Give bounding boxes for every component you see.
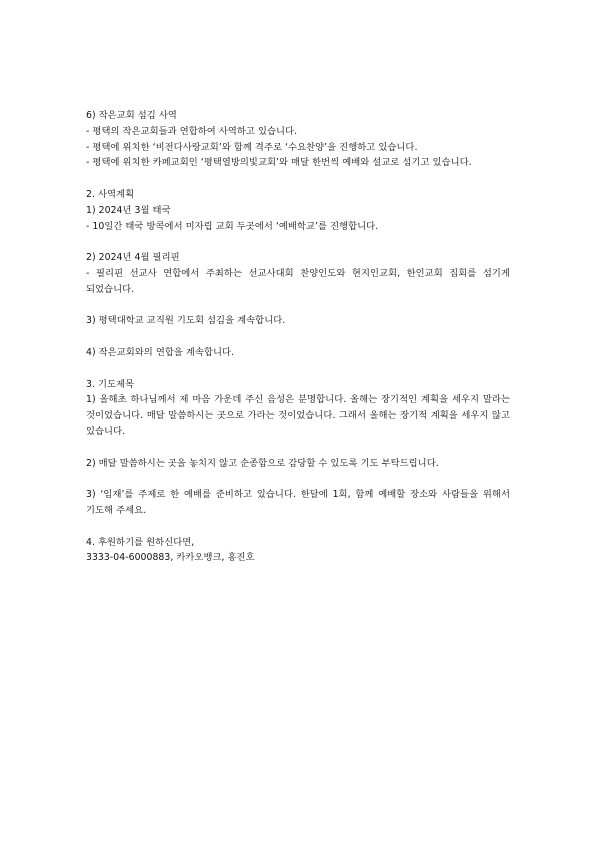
- plan-thailand-desc: - 10일간 태국 방콕에서 미자립 교회 두곳에서 ‘예배학교’를 진행합니다.: [86, 220, 379, 232]
- plan-thailand-title: 1) 2024년 3월 태국: [86, 204, 171, 216]
- small-church-item-1: - 평택의 작은교회들과 연합하여 사역하고 있습니다.: [86, 125, 298, 137]
- plan-item-3: 3) 평택대학교 교직원 기도회 섬김을 계속합니다.: [86, 315, 286, 327]
- support-heading: 4. 후원하기를 원하신다면,: [86, 536, 195, 548]
- prayer-item-2: 2) 매달 말씀하시는 곳을 놓치지 않고 순종함으로 감당할 수 있도록 기도 부탁드립니다.: [86, 457, 439, 469]
- prayer-item-3: 3) ‘임재’를 주제로 한 예배를 준비하고 있습니다. 한달에 1회, 함께 예배할 장소와 사람들을 위해서 기도해 주세요.: [86, 489, 510, 516]
- plan-philippines-title: 2) 2024년 4월 필리핀: [86, 252, 180, 264]
- prayer-heading: 3. 기도제목: [86, 378, 135, 390]
- plan-philippines-desc: - 필리핀 선교사 연합에서 주최하는 선교사대회 찬양인도와 현지인교회, 한인교회 집회를 섬기게 되었습니다.: [86, 267, 510, 295]
- document-body: [86, 108, 510, 566]
- small-church-heading: 6) 작은교회 섬김 사역: [86, 110, 177, 121]
- support-account: 3333-04-6000883, 카카오뱅크, 홍진호: [86, 552, 255, 564]
- plan-heading: 2. 사역계획: [86, 188, 135, 200]
- plan-item-4: 4) 작은교회와의 연합을 계속합니다.: [86, 346, 235, 358]
- small-church-item-3: - 평택에 위치한 카페교회인 ‘평택열방의빛교회’와 매달 한번씩 예배와 설교로 섬기고 있습니다.: [86, 157, 472, 169]
- small-church-item-2: - 평택에 위치한 ‘비전다사랑교회’와 함께 격주로 ‘수요찬양’을 진행하고 있습니다.: [86, 141, 418, 153]
- prayer-item-1: 1) 올해초 하나님께서 제 마음 가운데 주신 음성은 분명합니다. 올해는 장기적인 계획을 세우지 말라는 것이었습니다. 매달 말씀하시는 곳으로 가라는 것이었습니다. 그래서 올해는 장기적 계획을 세우지 않고 있습니다.: [86, 394, 510, 437]
